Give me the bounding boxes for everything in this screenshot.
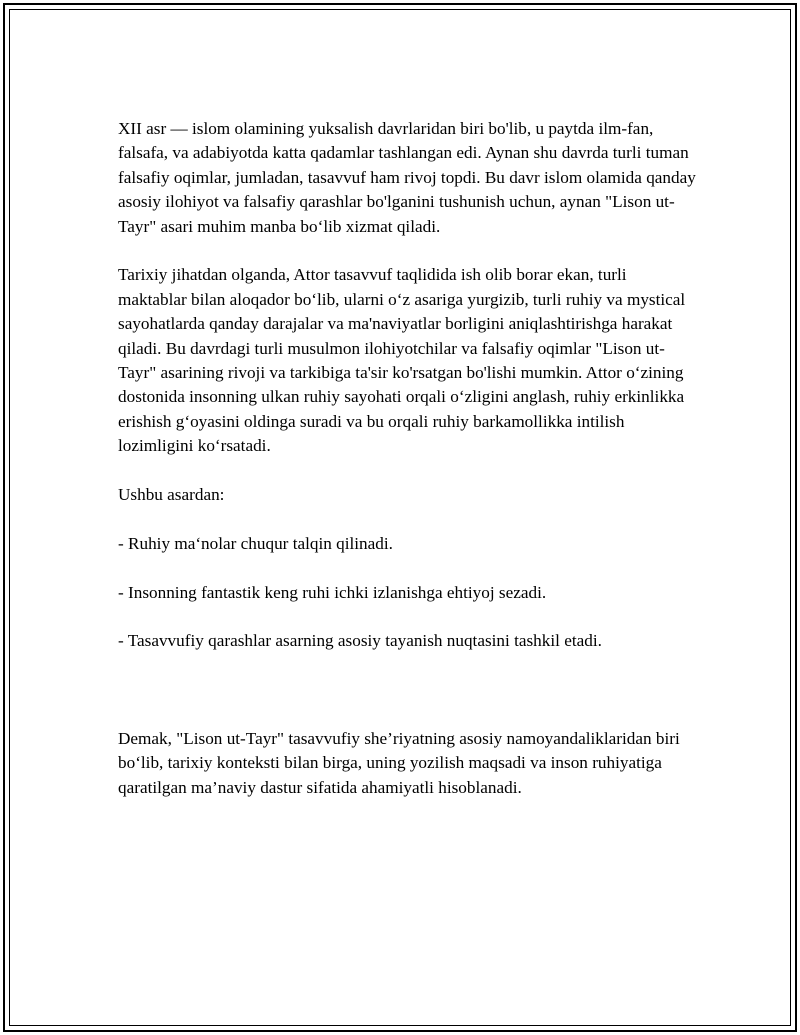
document-body [118, 117, 698, 800]
bullet-list [118, 532, 698, 654]
list-item: - Ruhiy ma‘nolar chuqur talqin qilinadi. [118, 533, 393, 553]
list-item: - Tasavvufiy qarashlar asarning asosiy tayanish nuqtasini tashkil etadi. [118, 631, 602, 651]
paragraph-intro: XII asr — islom olamining yuksalish davrlaridan biri bo'lib, u paytda ilm-fan, falsafa, va adabiyotda katta qadamlar tashlangan edi. Aynan shu davrda turli tuman falsafiy oqimlar, jumladan, tasavvuf ham rivoj topdi. Bu davr islom olamida qanday asosiy ilohiyot va falsafiy qarashlar bo'lganini tushunish uchun, aynan "Lison ut-Tayr" asari muhim manba bo‘lib xizmat qiladi. [118, 119, 696, 236]
paragraph-conclusion: Demak, "Lison ut-Tayr" tasavvufiy she’riyatning asosiy namoyandaliklaridan biri bo‘lib, tarixiy konteksti bilan birga, uning yozilish maqsadi va inson ruhiyatiga qaratilgan ma’naviy dastur sifatida ahamiyatli hisoblanadi. [118, 728, 680, 797]
list-heading: Ushbu asardan: [118, 485, 225, 505]
paragraph-history: Tarixiy jihatdan olganda, Attor tasavvuf taqlidida ish olib borar ekan, turli maktablar bilan aloqador bo‘lib, ularni o‘z asariga yurgizib, turli ruhiy va mystical sayohatlarda qanday darajalar va ma'naviyatlar borligini aniqlashtirishga harakat qiladi. Bu davrdagi turli musulmon ilohiyotchilar va falsafiy oqimlar "Lison ut-Tayr" asarining rivoji va tarkibiga ta'sir ko'rsatgan bo'lishi mumkin. Attor o‘zining dostonida insonning ulkan ruhiy sayohati orqali o‘zligini anglash, ruhiy erkinlikka erishish g‘oyasini oldinga suradi va bu orqali ruhiy barkamollikka intilish lozimligini ko‘rsatadi. [118, 265, 686, 456]
list-item: - Insonning fantastik keng ruhi ichki izlanishga ehtiyoj sezadi. [118, 582, 547, 602]
